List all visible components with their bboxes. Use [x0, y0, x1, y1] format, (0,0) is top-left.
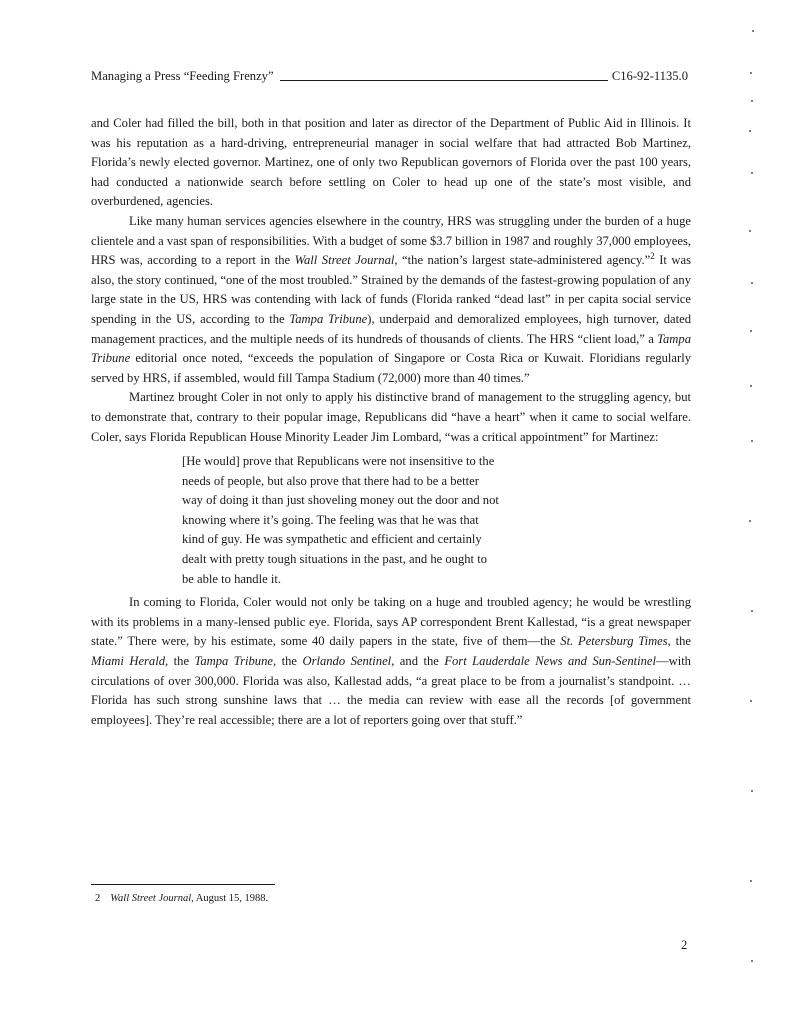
newspaper-name: St. Petersburg Times — [560, 634, 668, 649]
paragraph-2 — [91, 212, 691, 388]
quote-line: needs of people, but also prove that there had to be a better — [182, 473, 479, 488]
text-span: Like many human services agencies elsewhere in the country, HRS was struggling under the burden of a huge clientele and a vast span of responsibilities. With a budget of some $3.7 billion in 1987 and roughly 37,000 employees, HRS was, according to a report in the — [91, 213, 691, 268]
scan-speck — [750, 330, 752, 332]
quote-line: [He would] prove that Republicans were not insensitive to the — [182, 454, 495, 469]
block-quote — [182, 452, 549, 589]
footnote-rule — [91, 884, 275, 885]
header-rule — [280, 80, 608, 81]
scan-speck — [750, 385, 752, 387]
footnote-number: 2 — [95, 893, 101, 904]
paragraph-3: Martinez brought Coler in not only to apply his distinctive brand of management to the struggling agency, but to demonstrate that, contrary to their popular image, Republicans did “have a heart” when it came to social welfare. Coler, says Florida Republican House Minority Leader Jim Lombard, “was a critical appointment” for Martinez: — [91, 390, 691, 444]
newspaper-name: Orlando Sentinel — [302, 654, 392, 669]
scan-speck — [749, 520, 751, 522]
text-span: , the — [273, 654, 303, 669]
case-number: C16-92-1135.0 — [611, 69, 688, 83]
footnote-date: , August 15, 1988. — [191, 893, 269, 904]
quote-line: way of doing it than just shoveling money out the door and not — [182, 493, 499, 508]
page-number: 2 — [681, 938, 688, 952]
scan-speck — [749, 230, 751, 232]
body-text — [91, 114, 691, 730]
scan-speck — [750, 700, 752, 702]
newspaper-name: Miami Herald — [91, 654, 166, 669]
newspaper-name: Tampa Tribune — [289, 311, 368, 326]
scan-speck — [750, 72, 752, 74]
paragraph-4 — [91, 593, 691, 730]
scan-speck — [751, 790, 753, 792]
footnote-ref: 2 — [650, 251, 655, 262]
text-span: It was also, the story continued, “one of the most troubled.” Strained by the demands of the fastest-growing population of any large state in the US, HRS was contending with lack of funds (Florida ranked “dead last” in per capita social service spending in the US, according to the — [91, 253, 692, 326]
scan-speck — [751, 440, 753, 442]
text-span: , the — [165, 654, 195, 669]
quote-line: dealt with pretty tough situations in the past, and he ought to — [182, 552, 488, 567]
scan-speck — [750, 880, 752, 882]
paragraph-1: and Coler had filled the bill, both in that position and later as director of the Department of Public Aid in Illinois. It was his reputation as a hard-driving, entrepreneurial manager in social welfare that had attracted Bob Martinez, Florida’s newly elected governor. Martinez, one of only two Republican governors of Florida over the past 100 years, had conducted a nationwide search before settling on Coler to head up one of the state’s most visible, and overburdened, agencies. — [91, 116, 691, 209]
newspaper-name: Tampa Tribune — [91, 331, 691, 366]
newspaper-name: Wall Street Journal — [294, 253, 395, 268]
newspaper-name: Tampa Tribune — [194, 654, 273, 669]
footnote-source: Wall Street Journal — [110, 893, 192, 904]
page-header — [91, 66, 688, 84]
newspaper-name: Fort Lauderdale News and Sun-Sentinel — [444, 654, 656, 669]
text-span: , the — [667, 634, 691, 649]
scan-speck — [751, 960, 753, 962]
scan-speck — [751, 172, 753, 174]
text-span: In coming to Florida, Coler would not only be taking on a huge and troubled agency; he would be wrestling with its problems in a many-lensed public eye. Florida, says AP correspondent Brent Kallestad, “is a great newspaper state.” There were, by his estimate, some 40 daily papers in the state, five of them—the — [91, 595, 691, 649]
text-span: , “the nation’s largest state-administered agency.” — [394, 253, 651, 268]
quote-line: knowing where it’s going. The feeling was that he was that — [182, 512, 479, 527]
scan-speck — [749, 130, 751, 132]
footnote — [95, 893, 268, 904]
quote-line: kind of guy. He was sympathetic and efficient and certainly — [182, 532, 482, 547]
scan-speck — [751, 282, 753, 284]
text-span: ), underpaid and demoralized employees, high turnover, dated management practices, and the multiple needs of its hundreds of thousands of clients. The HRS “client load,” a — [91, 311, 692, 346]
scan-speck — [751, 100, 753, 102]
text-span: —with circulations of over 300,000. Florida was also, Kallestad adds, “a great place to be from a journalist’s standpoint. … Florida has such strong sunshine laws that … the media can review with ease all the records [of government employees]. They’re real accessible; there are a lot of reporters going over that stuff.” — [91, 654, 691, 727]
scan-speck — [751, 610, 753, 612]
text-span: , and the — [391, 654, 445, 669]
text-span: editorial once noted, “exceeds the population of Singapore or Costa Rica or Kuwait. Floridians regularly served by HRS, if assembled, would fill Tampa Stadium (72,000) more than 40 times.” — [91, 351, 691, 385]
quote-line: be able to handle it. — [182, 571, 281, 586]
scan-speck — [752, 30, 754, 32]
header-title: Managing a Press “Feeding Frenzy” — [91, 69, 274, 83]
